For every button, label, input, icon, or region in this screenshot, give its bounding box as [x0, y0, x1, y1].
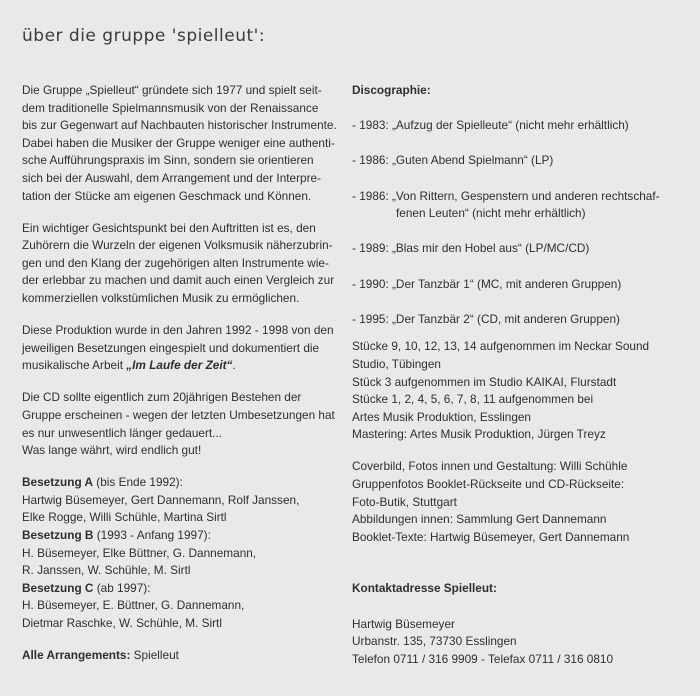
text-line: Stücke 1, 2, 4, 5, 6, 7, 8, 11 aufgenommen bei	[352, 392, 594, 407]
text-line: der erlebbar zu machen und damit auch einen Vergleich zur	[22, 273, 335, 288]
text-line: H. Büsemeyer, E. Büttner, G. Dannemann,	[22, 598, 245, 613]
discography-item	[352, 152, 687, 170]
text-line: Stücke 9, 10, 12, 13, 14 aufgenommen im Neckar Sound	[352, 339, 650, 354]
text-line: Studio, Tübingen	[352, 356, 441, 371]
text-line: Zuhörern die Wurzeln der eigenen Volksmusik näherzubrin-	[22, 238, 333, 253]
text-line: fenen Leuten“ (nicht mehr erhältlich)	[396, 206, 586, 221]
lineup-c-label: Besetzung C	[22, 580, 94, 595]
text-line: es nur unwesentlich länger gedauert...	[22, 425, 223, 440]
text-line: Abbildungen innen: Sammlung Gert Dannemann	[352, 512, 607, 527]
text-line: - 1989: „Blas mir den Hobel aus“ (LP/MC/CD)	[352, 241, 590, 256]
text-line: Was lange währt, wird endlich gut!	[22, 443, 202, 458]
text-line: Foto-Butik, Stuttgart	[352, 494, 457, 509]
text-line: Die Gruppe „Spielleut“ gründete sich 1977 und spielt seit-	[22, 83, 322, 97]
text-line: - 1983: „Aufzug der Spielleute“ (nicht mehr erhältlich)	[352, 118, 629, 133]
contact-name: Hartwig Büsemeyer	[352, 616, 455, 631]
punctuation: .	[232, 358, 236, 373]
anniversary-paragraph	[22, 389, 342, 459]
text-line: R. Janssen, W. Schühle, M. Sirtl	[22, 563, 191, 578]
text-line: dem traditionelle Spielmannsmusik von der Renaissance	[22, 100, 319, 115]
lineups	[22, 474, 342, 632]
text-line: - 1986: „Von Rittern, Gespenstern und anderen rechtschaf-	[352, 188, 660, 203]
text-line: Dabei haben die Musiker der Gruppe weniger eine authenti-	[22, 135, 335, 150]
right-column	[352, 82, 687, 668]
text-line: Booklet-Texte: Hartwig Büsemeyer, Gert Dannemann	[352, 529, 630, 544]
text-line: Gruppe erscheinen - wegen der letzten Umbesetzungen hat	[22, 408, 335, 422]
text-line: - 1995: „Der Tanzbär 2“ (CD, mit anderen Gruppen)	[352, 311, 620, 326]
arrangements-label: Alle Arrangements:	[22, 648, 131, 663]
section-heading: über die gruppe 'spielleut':	[22, 26, 266, 46]
text-line: Ein wichtiger Gesichtspunkt bei den Auftritten ist es, den	[22, 220, 316, 235]
lineup-c-range: (ab 1997):	[93, 580, 151, 595]
text-line: tation der Stücke am eigenen Geschmack und Können.	[22, 188, 312, 203]
discography-item	[352, 117, 687, 135]
contact-phone: Telefon 0711 / 316 9909 - Telefax 0711 / 316 0810	[352, 651, 614, 666]
discography-item	[352, 188, 687, 223]
text-line: sche Aufführungspraxis im Sinn, sondern sie orientieren	[22, 153, 314, 168]
text-line: Gruppenfotos Booklet-Rückseite und CD-Rückseite:	[352, 476, 625, 491]
text-line: - 1990: „Der Tanzbär 1“ (MC, mit anderen Gruppen)	[352, 276, 622, 291]
text-line: Hartwig Büsemeyer, Gert Dannemann, Rolf Janssen,	[22, 492, 300, 507]
text-line: jeweiligen Besetzungen eingespielt und dokumentiert die	[22, 340, 320, 355]
album-title: „Im Laufe der Zeit“	[126, 358, 233, 373]
discography-item	[352, 311, 687, 329]
text-line: musikalische Arbeit	[22, 358, 127, 373]
text-line: Stück 3 aufgenommen im Studio KAIKAI, Flurstadt	[352, 374, 617, 389]
text-line: Dietmar Raschke, W. Schühle, M. Sirtl	[22, 616, 222, 631]
text-line: gen und den Klang der zugehörigen alten Instrumente wie-	[22, 255, 329, 270]
text-line: Elke Rogge, Willi Schühle, Martina Sirtl	[22, 510, 227, 525]
text-line: sich bei der Auswahl, dem Arrangement und der Interpre-	[22, 170, 322, 185]
contact-details	[352, 616, 687, 669]
lineup-a-label: Besetzung A	[22, 475, 94, 490]
recording-credits	[352, 338, 687, 444]
text-line: bis zur Gegenwart auf Nachbauten historischer Instrumente.	[22, 118, 337, 133]
lineup-b-label: Besetzung B	[22, 528, 94, 543]
discography-item	[352, 240, 687, 258]
text-line: kommerziellen volkstümlichen Musik zu ermöglichen.	[22, 291, 300, 306]
intro-paragraph	[22, 82, 342, 205]
arrangements-line	[22, 647, 342, 665]
text-line: Coverbild, Fotos innen und Gestaltung: Willi Schühle	[352, 459, 628, 474]
left-column	[22, 82, 342, 665]
lineup-a-range: (bis Ende 1992):	[93, 475, 183, 490]
text-line: Mastering: Artes Musik Produktion, Jürgen Treyz	[352, 427, 606, 442]
lineup-b-range: (1993 - Anfang 1997):	[93, 528, 211, 543]
text-line: - 1986: „Guten Abend Spielmann“ (LP)	[352, 153, 554, 168]
text-line: Die CD sollte eigentlich zum 20jährigen Bestehen der	[22, 390, 302, 405]
design-credits	[352, 458, 687, 546]
discography-title: Discographie:	[352, 83, 431, 97]
contact-address: Urbanstr. 135, 73730 Esslingen	[352, 634, 517, 649]
folk-music-paragraph	[22, 220, 342, 308]
arrangements-value: Spielleut	[130, 648, 179, 663]
discography-item	[352, 276, 687, 294]
text-line: H. Büsemeyer, Elke Büttner, G. Dannemann,	[22, 545, 257, 560]
production-paragraph	[22, 322, 342, 375]
text-line: Diese Produktion wurde in den Jahren 1992 - 1998 von den	[22, 323, 334, 338]
text-line: Artes Musik Produktion, Esslingen	[352, 409, 531, 424]
contact-title: Kontaktadresse Spielleut:	[352, 581, 497, 596]
